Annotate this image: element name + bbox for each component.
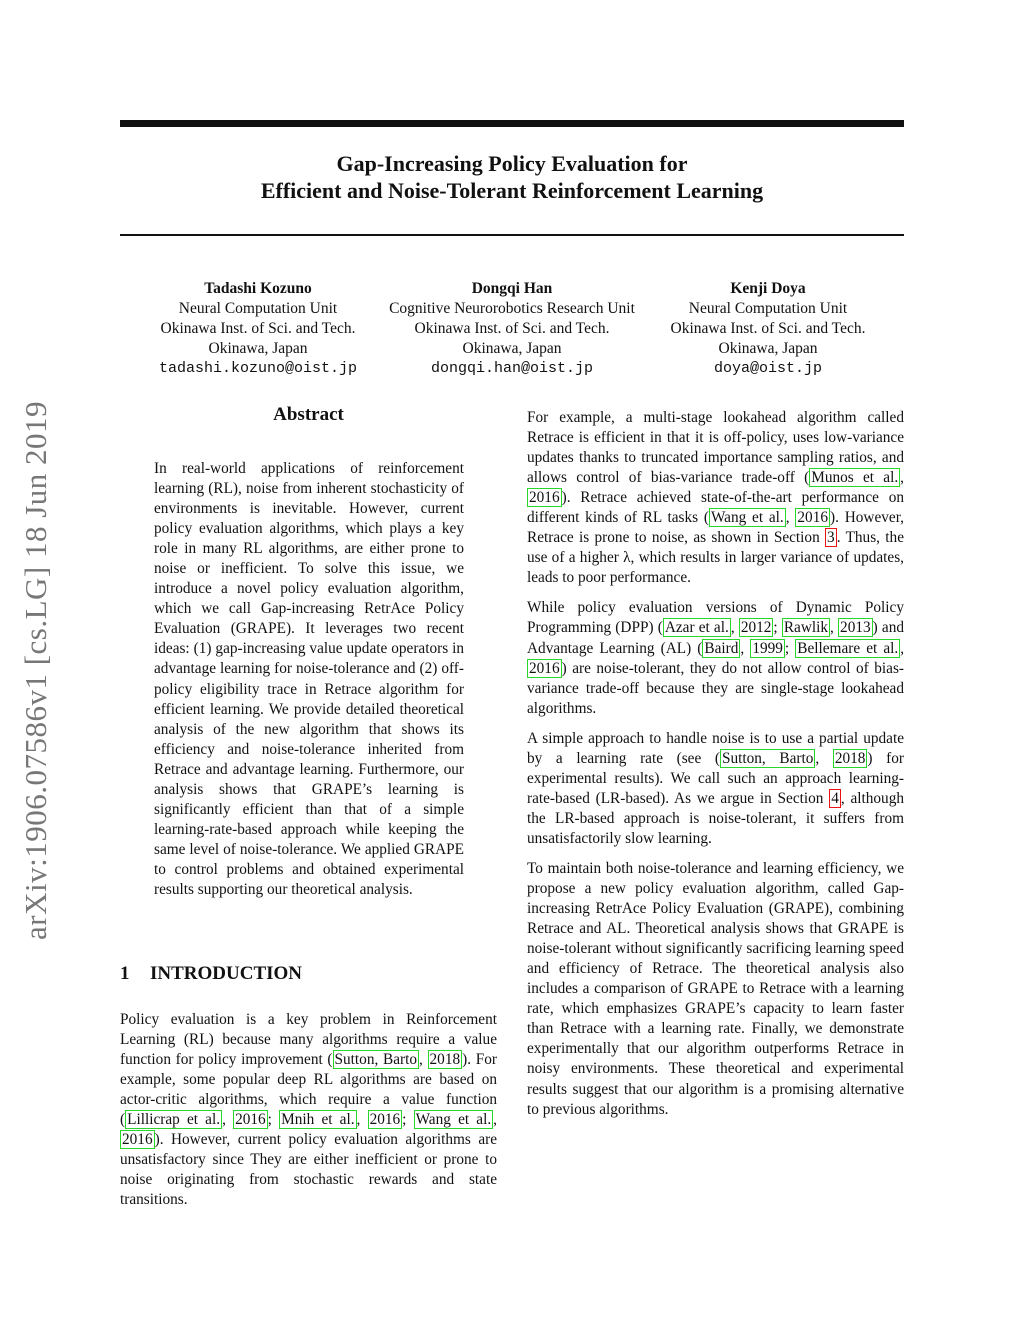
right-paragraph-1: For example, a multi-stage lookahead algorithm called Retrace is efficient in that it is off-policy, uses low-variance updates thanks to truncated importance sampling ratios, and allows control of bias-variance trade-off ( Munos et al. , 2016 ). Retrace achieved state-of-the-art performance on different kinds of RL tasks ( Wang et al. , 2016 ). However, Retrace is prone to noise, as shown in Section 3 . Thus, the use of a higher λ, which results in larger variance of updates, leads to poor performance. — [527, 409, 904, 587]
citation-link[interactable]: 2016 — [529, 489, 560, 507]
citation-link[interactable]: Sutton, Barto — [334, 1051, 417, 1069]
right-column — [527, 408, 904, 1130]
abstract-heading: Abstract — [273, 404, 344, 425]
author-email[interactable]: tadashi.kozuno@oist.jp — [158, 360, 358, 377]
citation-link[interactable]: Rawlik — [783, 619, 829, 637]
author-email[interactable]: doya@oist.jp — [713, 360, 823, 377]
author-inst: Okinawa Inst. of Sci. and Tech. — [414, 320, 610, 337]
section-number: 1 — [120, 963, 130, 984]
citation-link[interactable]: 2012 — [740, 619, 772, 637]
paper-title — [120, 150, 904, 204]
author-email[interactable]: dongqi.han@oist.jp — [430, 360, 594, 377]
author-dept: Cognitive Neurorobotics Research Unit — [389, 300, 635, 317]
author-dept: Neural Computation Unit — [178, 300, 338, 317]
right-paragraph-2: While policy evaluation versions of Dynamic Policy Programming (DPP) ( Azar et al. , 2012 ; Rawlik , 2013 ) and Advantage Learning (AL) ( Baird , 1999 ; Bellemare et al. , 2016 ) are noise-tolerant, they do not allow control of bias-variance trade-off because they are single-stage lookahead algorithms. — [527, 599, 905, 717]
citation-link[interactable]: 2013 — [840, 619, 871, 637]
author-name: Dongqi Han — [471, 280, 553, 297]
citation-link[interactable]: 2016 — [369, 1111, 401, 1129]
author-inst: Okinawa Inst. of Sci. and Tech. — [160, 320, 356, 337]
citation-link[interactable]: 2016 — [529, 659, 560, 677]
author-name: Tadashi Kozuno — [204, 280, 312, 297]
citation-link[interactable]: Wang et al. — [710, 509, 784, 527]
author-block-1 — [128, 279, 388, 379]
citation-link[interactable]: Azar et al. — [664, 619, 729, 637]
author-loc: Okinawa, Japan — [208, 340, 308, 357]
intro-heading — [120, 963, 302, 985]
right-paragraph-4: To maintain both noise-tolerance and learning efficiency, we propose a new policy evaluation algorithm, called Gap-increasing RetrAce Policy Evaluation (GRAPE), combining Retrace and AL. Theoretical analysis shows that GRAPE is noise-tolerant without significantly sacrificing learning speed and efficiency of Retrace. The theoretical analysis also includes a comparison of GRAPE to Retrace with a learning rate, which emphasizes GRAPE’s capacity to learn faster than Retrace with a learning rate. Finally, we demonstrate experimentally that our algorithm outperforms Retrace in noisy environments. These theoretical and experimental results suggest that our algorithm is a promising alternative to previous algorithms. — [527, 859, 904, 1118]
author-loc: Okinawa, Japan — [462, 340, 562, 357]
citation-link[interactable]: Lillicrap et al. — [127, 1111, 221, 1129]
section-ref-link[interactable]: 3 — [827, 529, 835, 547]
title-line-2: Efficient and Noise-Tolerant Reinforcement Learning — [260, 178, 764, 203]
right-paragraph-3: A simple approach to handle noise is to use a partial update by a learning rate (see ( Sutton, Barto , 2018 ) for experimental results). We call such an approach learning-rate-based (LR-based). As we argue in Section 4 , although the LR-based approach is noise-tolerant, it suffers from unsatisfactorily slow learning. — [527, 729, 904, 847]
author-loc: Okinawa, Japan — [718, 340, 818, 357]
citation-link[interactable]: Munos et al. — [811, 469, 899, 487]
intro-paragraph-1: Policy evaluation is a key problem in Reinforcement Learning (RL) because many algorithms require a value function for policy improvement ( Sutton, Barto , 2018 ). For example, some popular deep RL algorithms are based on actor-critic algorithms, which require a value function ( Lillicrap et al. , 2016 ; Mnih et al. , 2016 ; Wang et al. , 2016 ). However, current policy evaluation algorithms are unsatisfactory since They are either inefficient or prone to noise originating from stochastic rewards and state transitions. — [120, 1011, 497, 1209]
citation-link[interactable]: 2016 — [235, 1111, 266, 1129]
citation-link[interactable]: 2016 — [122, 1131, 153, 1149]
author-block-3 — [638, 279, 898, 379]
citation-link[interactable]: 1999 — [752, 639, 783, 657]
author-dept: Neural Computation Unit — [688, 300, 848, 317]
citation-link[interactable]: 2018 — [429, 1051, 461, 1069]
citation-link[interactable]: 2016 — [797, 509, 828, 527]
title-rule-bottom — [120, 234, 904, 236]
title-rule-top — [120, 120, 904, 127]
abstract-body: In real-world applications of reinforcement learning (RL), noise from inherent stochasticity of environments is inevitable. However, current policy evaluation algorithms, which plays a key role in many RL algorithms, are either prone to noise or inefficient. To solve this issue, we introduce a novel policy evaluation algorithm, which we call Gap-increasing RetrAce Policy Evaluation (GRAPE). It leverages two recent ideas: (1) gap-increasing value update operators in advantage learning for noise-tolerance and (2) off-policy eligibility trace in Retrace algorithm for efficient learning. We provide detailed theoretical analysis of the new algorithm that shows its efficiency and noise-tolerance inherited from Retrace and advantage learning. Furthermore, our analysis shows that GRAPE’s learning is significantly efficient than that of a simple learning-rate-based approach while keeping the same level of noise-tolerance. We applied GRAPE to control problems and obtained experimental results supporting our theoretical analysis. — [154, 460, 464, 898]
citation-link[interactable]: Wang et al. — [415, 1111, 492, 1129]
section-title: INTRODUCTION — [150, 963, 303, 984]
citation-link[interactable]: Bellemare et al. — [797, 639, 899, 657]
section-ref-link[interactable]: 4 — [831, 789, 839, 807]
citation-link[interactable]: Baird — [704, 639, 739, 657]
author-block-2 — [372, 279, 652, 379]
title-line-1: Gap-Increasing Policy Evaluation for — [336, 151, 688, 176]
citation-link[interactable]: Mnih et al. — [281, 1111, 355, 1129]
arxiv-stamp[interactable]: arXiv:1906.07586v1 [cs.LG] 18 Jun 2019 — [18, 400, 53, 940]
citation-link[interactable]: Sutton, Barto — [721, 749, 814, 767]
citation-link[interactable]: 2018 — [834, 749, 866, 767]
author-name: Kenji Doya — [730, 280, 806, 297]
author-inst: Okinawa Inst. of Sci. and Tech. — [670, 320, 866, 337]
